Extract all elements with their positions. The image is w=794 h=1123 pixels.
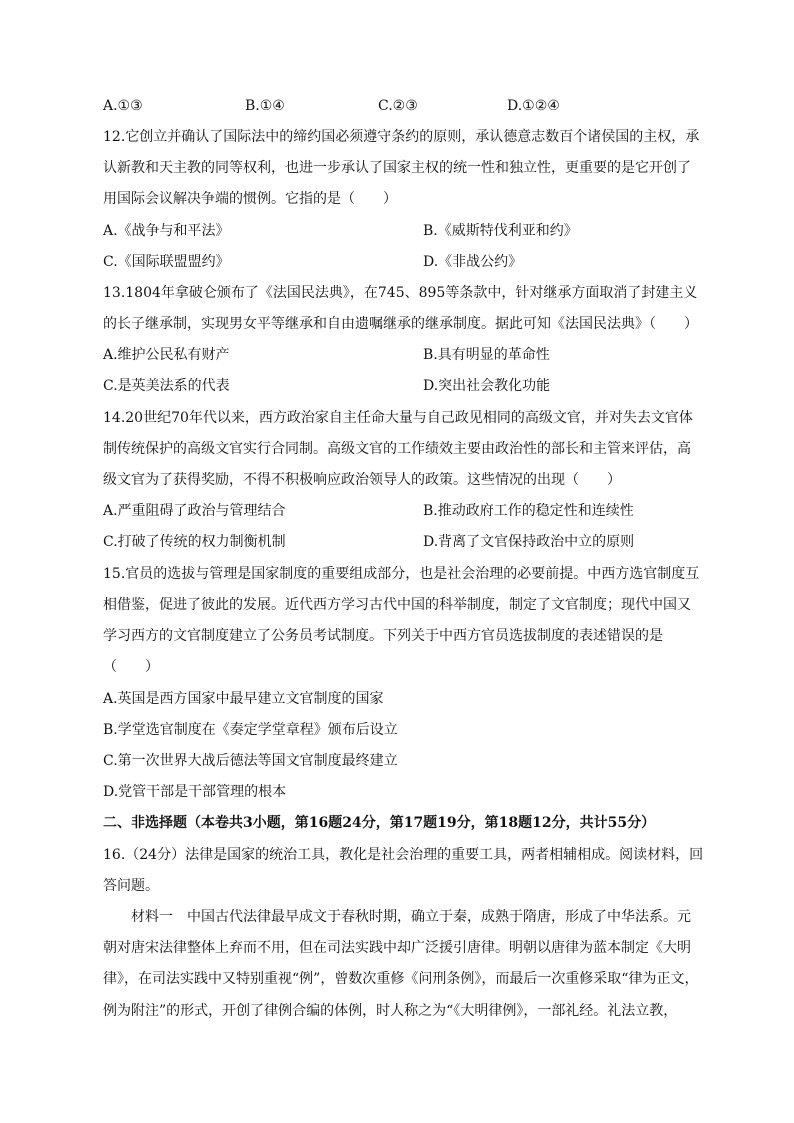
- q14-stem-line-1: 14.20世纪70年代以来，西方政治家自主任命大量与自己政见相同的高级文官，并对失去文官体: [103, 410, 693, 426]
- q11-option-d: D.①②④: [507, 98, 560, 114]
- material-1-line-2: 朝对唐宋法律整体上弃而不用，但在司法实践中却广泛援引唐律。明朝以唐律为蓝本制定《大明: [103, 940, 691, 956]
- q11-option-c: C.②③: [378, 98, 418, 114]
- q13-stem-line-1: 13.1804年拿破仑颁布了《法国民法典》，在745、895等条款中，针对继承方面取消了封建主义: [103, 285, 698, 301]
- q16-stem-line-1: 16.（24分）法律是国家的统治工具，教化是社会治理的重要工具，两者相辅相成。阅读材料，回: [103, 847, 704, 863]
- q15-stem-line-4: （ ）: [103, 659, 159, 675]
- q15-option-c: C.第一次世界大战后德法等国文官制度最终建立: [103, 753, 398, 769]
- q14-option-c: C.打破了传统的权力制衡机制: [103, 534, 286, 550]
- q13-stem-line-2: 的长子继承制，实现男女平等继承和自由遗嘱继承的继承制度。据此可知《法国民法典》（ ）: [103, 316, 698, 332]
- q16-stem-line-2: 答问题。: [103, 878, 159, 894]
- q15-stem-line-2: 相借鉴，促进了彼此的发展。近代西方学习古代中国的科举制度，制定了文官制度；现代中国又: [103, 597, 691, 613]
- q12-stem-line-3: 用国际会议解决争端的惯例。它指的是（ ）: [103, 191, 397, 207]
- q14-option-d: D.背离了文官保持政治中立的原则: [423, 534, 635, 550]
- q13-option-c: C.是英美法系的代表: [103, 378, 230, 394]
- q12-stem-line-2: 认新教和天主教的同等权利，也进一步承认了国家主权的统一性和独立性，更重要的是它开创了: [103, 160, 691, 176]
- q14-stem-line-3: 级文官为了获得奖励，不得不积极响应政治领导人的政策。这些情况的出现（ ）: [103, 472, 621, 488]
- q13-option-a: A.维护公民私有财产: [103, 347, 230, 363]
- q11-option-a: A.①③: [103, 98, 143, 114]
- q14-stem-line-2: 制传统保护的高级文官实行合同制。高级文官的工作绩效主要由政治性的部长和主管来评估，高: [103, 441, 691, 457]
- q15-stem-line-3: 学习西方的文官制度建立了公务员考试制度。下列关于中西方官员选拔制度的表述错误的是: [103, 628, 663, 644]
- q12-option-b: B.《威斯特伐利亚和约》: [423, 223, 578, 239]
- q15-option-b: B.学堂选官制度在《奏定学堂章程》颁布后设立: [103, 722, 398, 738]
- q12-option-c: C.《国际联盟盟约》: [103, 254, 230, 270]
- q15-option-a: A.英国是西方国家中最早建立文官制度的国家: [103, 691, 384, 707]
- q15-stem-line-1: 15.官员的选拔与管理是国家制度的重要组成部分，也是社会治理的必要前提。中西方选官制度互: [103, 566, 700, 582]
- material-1-line-3: 律》，在司法实践中又特别重视“例”，曾数次重修《问刑条例》，而最后一次重修采取“律为正文，: [103, 971, 699, 987]
- q12-option-a: A.《战争与和平法》: [103, 223, 230, 239]
- q14-option-b: B.推动政府工作的稳定性和连续性: [423, 503, 634, 519]
- q12-option-d: D.《非战公约》: [423, 254, 523, 270]
- q15-option-d: D.党管干部是干部管理的根本: [103, 784, 287, 800]
- q12-stem-line-1: 12.它创立并确认了国际法中的缔约国必须遵守条约的原则，承认德意志数百个诸侯国的主权，承: [103, 129, 700, 145]
- section-heading: 二、非选择题（本卷共3小题，第16题24分，第17题19分，第18题12分，共计55分）: [103, 815, 656, 831]
- q13-option-d: D.突出社会教化功能: [423, 378, 551, 394]
- q13-option-b: B.具有明显的革命性: [423, 347, 550, 363]
- material-1-line-1: 材料一 中国古代法律最早成文于春秋时期，确立于秦，成熟于隋唐，形成了中华法系。元: [103, 909, 691, 925]
- q14-option-a: A.严重阻碍了政治与管理结合: [103, 503, 286, 519]
- material-1-line-4: 例为附注”的形式，开创了律例合编的体例，时人称之为“《大明律例》，一部礼经。礼法立教，: [103, 1003, 678, 1019]
- q11-option-b: B.①④: [245, 98, 285, 114]
